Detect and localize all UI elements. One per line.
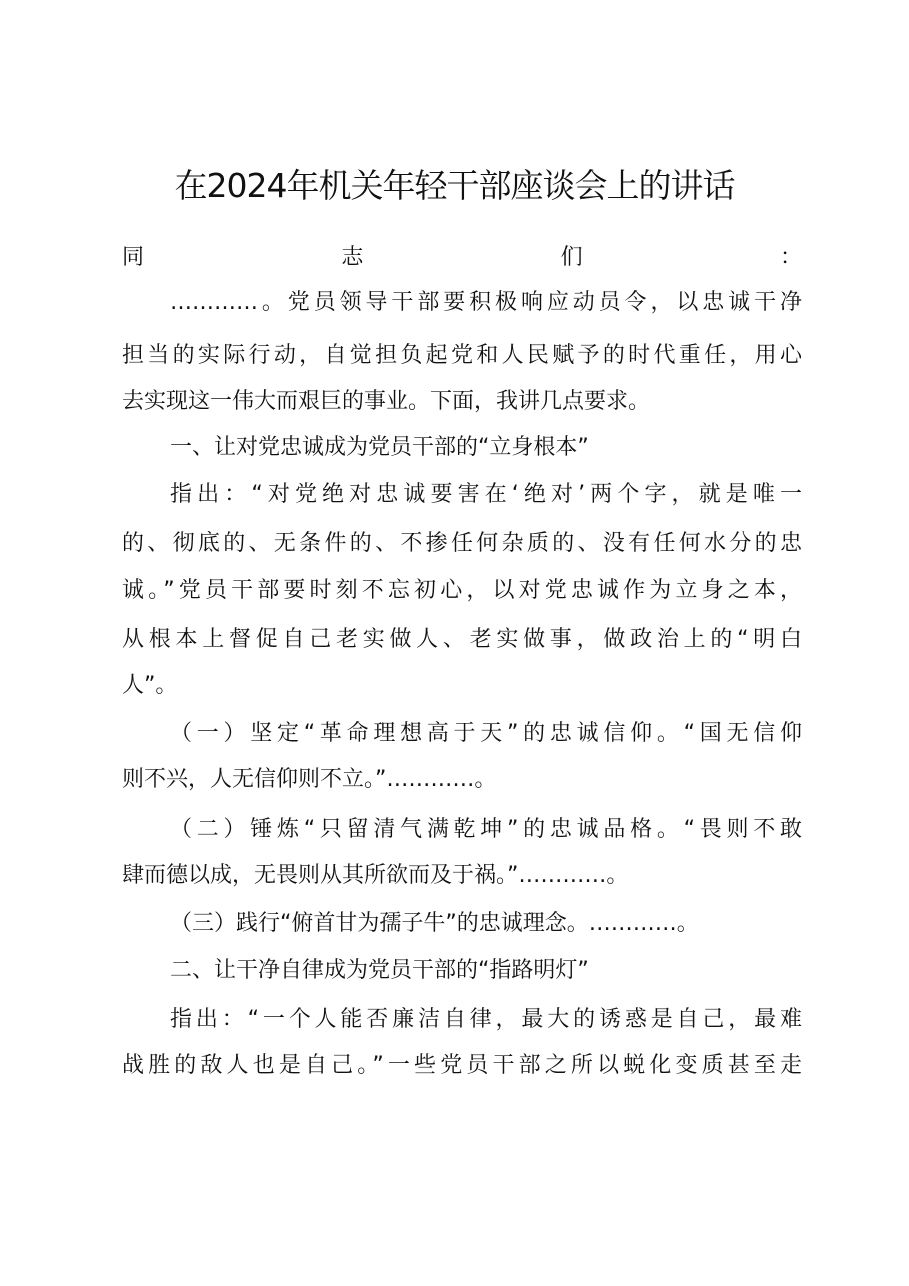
body-line: 从根本上督促自己老实做人、老实做事，做政治上的“明白 <box>122 627 802 652</box>
body-line: 肆而德以成，无畏则从其所欲而及于祸。”…………。 <box>122 863 629 888</box>
body-line: 战胜的敌人也是自己。”一些党员干部之所以蜕化变质甚至走 <box>122 1053 802 1078</box>
body-line: 指出：“一个人能否廉洁自律，最大的诱惑是自己，最难 <box>170 1007 802 1032</box>
subsection-line: （一）坚定“革命理想高于天”的忠诚信仰。“国无信仰 <box>170 721 802 746</box>
body-line: 去实现这一伟大而艰巨的事业。下面，我讲几点要求。 <box>122 389 651 414</box>
body-line: 指出：“对党绝对忠诚要害在‘绝对’两个字，就是唯一 <box>170 482 802 507</box>
body-line: 担当的实际行动，自觉担负起党和人民赋予的时代重任，用心 <box>122 343 802 368</box>
subsection-line: （三）践行“俯首甘为孺子牛”的忠诚理念。…………。 <box>170 911 699 936</box>
section-heading: 一、让对党忠诚成为党员干部的“立身根本” <box>170 435 589 460</box>
document-title: 在2024年机关年轻干部座谈会上的讲话 <box>174 166 735 205</box>
subsection-line: （二）锤炼“只留清气满乾坤”的忠诚品格。“畏则不敢 <box>170 817 802 842</box>
salutation-line: 同志们： <box>122 245 802 270</box>
body-line: …………。党员领导干部要积极响应动员令，以忠诚干净 <box>170 290 802 315</box>
body-line: 人”。 <box>122 673 178 698</box>
body-line: 的、彻底的、无条件的、不掺任何杂质的、没有任何水分的忠 <box>122 531 802 556</box>
body-line: 诚。”党员干部要时刻不忘初心，以对党忠诚作为立身之本， <box>122 578 802 603</box>
body-line: 则不兴，人无信仰则不立。”…………。 <box>122 767 497 792</box>
section-heading: 二、让干净自律成为党员干部的“指路明灯” <box>170 958 589 983</box>
